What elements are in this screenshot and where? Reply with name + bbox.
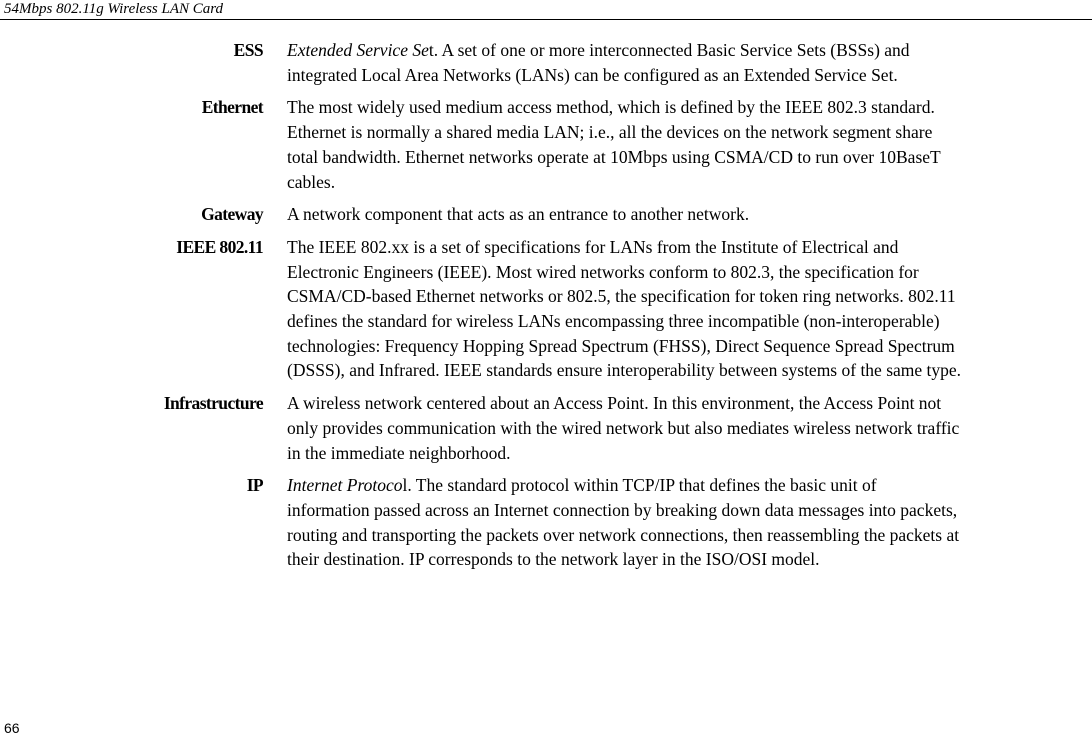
glossary-term: Gateway xyxy=(201,204,263,225)
definition-line: A network component that acts as an entrance to another network. xyxy=(287,204,750,225)
definition-line: technologies: Frequency Hopping Spread Spectrum (FHSS), Direct Sequence Spread Spectrum xyxy=(287,335,955,356)
definition-text: t. A set of one or more interconnected Basic Service Sets (BSSs) and xyxy=(428,40,910,60)
glossary-term: IP xyxy=(246,475,263,496)
glossary-term: Infrastructure xyxy=(163,393,263,414)
glossary-entry-gateway xyxy=(0,202,1092,227)
glossary-term: IEEE 802.11 xyxy=(176,236,263,257)
header-rule xyxy=(0,19,1092,20)
definition-line: only provides communication with the wired network but also mediates wireless network traffic xyxy=(287,417,960,438)
page-number: 66 xyxy=(4,720,20,736)
glossary-entry-ess xyxy=(0,38,1092,87)
definition-line: in the immediate neighborhood. xyxy=(287,442,511,463)
glossary xyxy=(0,38,1092,580)
definition-line: (DSSS), and Infrared. IEEE standards ensure interoperability between systems of the same type. xyxy=(287,360,962,381)
glossary-definition xyxy=(287,95,1092,194)
glossary-entry-ip xyxy=(0,473,1092,572)
glossary-definition xyxy=(287,391,1092,465)
glossary-entry-ethernet xyxy=(0,95,1092,194)
glossary-entry-ieee-802-11 xyxy=(0,235,1092,383)
glossary-term: Ethernet xyxy=(201,97,263,118)
definition-lead: Extended Service Se xyxy=(287,40,429,60)
glossary-definition xyxy=(287,202,1092,227)
definition-line: information passed across an Internet connection by breaking down data messages into packets, xyxy=(287,499,958,520)
definition-line: Ethernet is normally a shared media LAN; i.e., all the devices on the network segment share xyxy=(287,122,933,143)
definition-line: CSMA/CD-based Ethernet networks or 802.5, the specification for token ring networks. 802.11 xyxy=(287,286,956,307)
definition-lead: Internet Protoco xyxy=(287,475,403,496)
definition-line: The most widely used medium access method, which is defined by the IEEE 802.3 standard. xyxy=(287,97,935,118)
definition-line: defines the standard for wireless LANs encompassing three incompatible (non-interoperable) xyxy=(287,311,940,332)
definition-line: Electronic Engineers (IEEE). Most wired networks conform to 802.3, the specification for xyxy=(287,261,919,282)
glossary-term: ESS xyxy=(233,40,263,60)
definition-line: cables. xyxy=(287,171,336,192)
glossary-definition xyxy=(287,235,1092,383)
definition-text: l. The standard protocol within TCP/IP that defines the basic unit of xyxy=(402,475,877,496)
glossary-definition xyxy=(287,38,1092,87)
glossary-definition xyxy=(287,473,1092,572)
definition-line xyxy=(287,473,1092,498)
glossary-entry-infrastructure xyxy=(0,391,1092,465)
definition-line xyxy=(287,38,1092,63)
definition-line: routing and transporting the packets over network connections, then reassembling the packets at xyxy=(287,524,960,545)
definition-line: their destination. IP corresponds to the network layer in the ISO/OSI model. xyxy=(287,549,820,570)
running-header: 54Mbps 802.11g Wireless LAN Card xyxy=(4,1,224,17)
definition-line: total bandwidth. Ethernet networks operate at 10Mbps using CSMA/CD to run over 10BaseT xyxy=(287,146,941,167)
definition-line: A wireless network centered about an Access Point. In this environment, the Access Point not xyxy=(287,393,942,414)
definition-line: The IEEE 802.xx is a set of specifications for LANs from the Institute of Electrical and xyxy=(287,236,899,257)
definition-line: integrated Local Area Networks (LANs) can be configured as an Extended Service Set. xyxy=(287,64,898,85)
